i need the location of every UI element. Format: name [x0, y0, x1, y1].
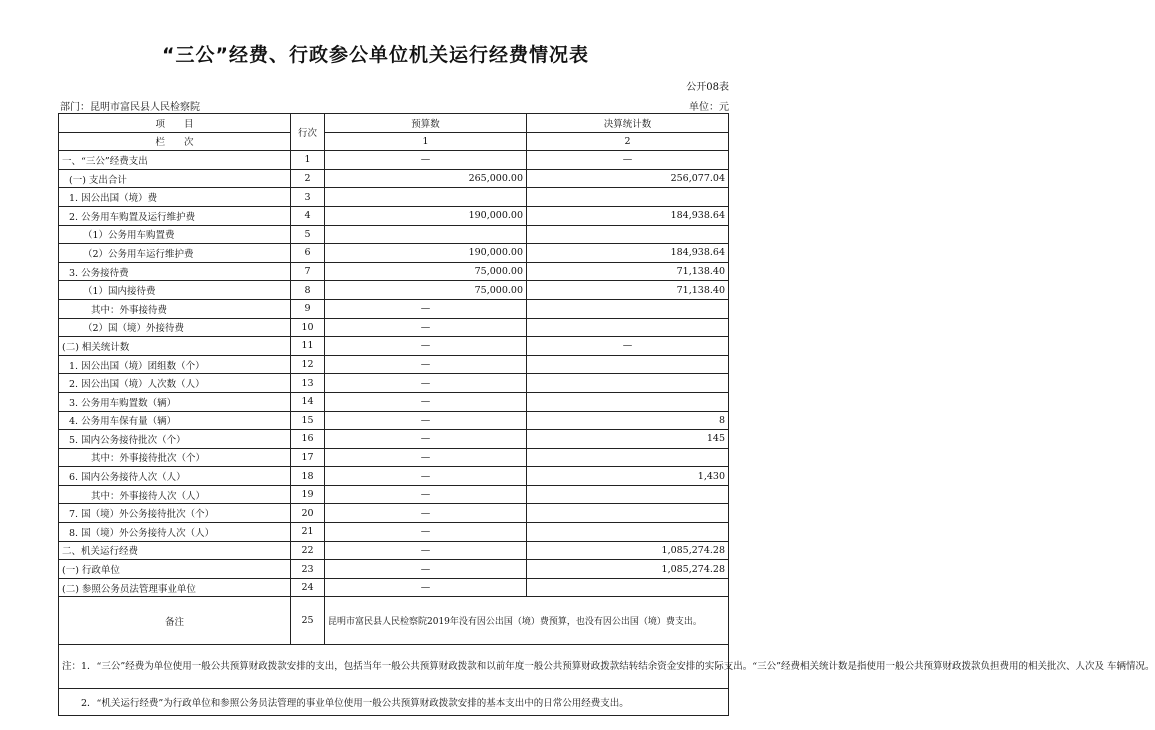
row-number: 5	[291, 225, 325, 244]
row-number: 3	[291, 188, 325, 207]
note-row-1	[59, 645, 729, 689]
actual-value	[527, 448, 729, 467]
row-label: 其中：外事接待人次（人）	[59, 485, 291, 504]
row-number: 2	[291, 169, 325, 188]
row-label: （2）国（境）外接待费	[59, 318, 291, 337]
row-number: 23	[291, 560, 325, 579]
table-row	[59, 430, 729, 449]
row-label: (一) 支出合计	[59, 169, 291, 188]
page-title: “三公”经费、行政参公单位机关运行经费情况表	[162, 44, 589, 66]
budget-value: —	[325, 578, 527, 597]
row-number: 20	[291, 504, 325, 523]
actual-value	[527, 188, 729, 207]
actual-value: 256,077.04	[527, 169, 729, 188]
actual-value: 184,938.64	[527, 206, 729, 225]
unit-label: 单位：元	[689, 102, 729, 113]
budget-value: —	[325, 318, 527, 337]
row-label: 其中：外事接待费	[59, 299, 291, 318]
actual-value: 1,085,274.28	[527, 560, 729, 579]
header-actual: 决算统计数	[527, 114, 729, 133]
actual-value	[527, 578, 729, 597]
row-number: 17	[291, 448, 325, 467]
budget-value: —	[325, 151, 527, 170]
budget-value: —	[325, 299, 527, 318]
actual-value: —	[527, 151, 729, 170]
actual-value	[527, 374, 729, 393]
row-label: (一) 行政单位	[59, 560, 291, 579]
actual-value: 71,138.40	[527, 262, 729, 281]
row-label: 7. 国（境）外公务接待批次（个）	[59, 504, 291, 523]
remark-number: 25	[291, 597, 325, 645]
department-label: 部门：昆明市富民县人民检察院	[60, 102, 200, 113]
budget-value: 75,000.00	[325, 262, 527, 281]
header-row	[59, 114, 729, 133]
budget-value: —	[325, 541, 527, 560]
remark-row	[59, 597, 729, 645]
table-row	[59, 448, 729, 467]
table-row	[59, 206, 729, 225]
actual-value	[527, 485, 729, 504]
table-row	[59, 225, 729, 244]
note-1: 注：1．“三公”经费为单位使用一般公共预算财政拨款安排的支出，包括当年一般公共预算财政拨款和以前年度一般公共预算财政拨款结转结余资金安排的实际支出。“三公”经费相关统计数是指使用一般公共预算财政拨款负担费用的相关批次、人次及 车辆情况。	[59, 645, 729, 689]
row-number: 22	[291, 541, 325, 560]
row-label: 2. 因公出国（境）人次数（人）	[59, 374, 291, 393]
header-budget: 预算数	[325, 114, 527, 133]
row-label: 5. 国内公务接待批次（个）	[59, 430, 291, 449]
row-label: 2. 公务用车购置及运行维护费	[59, 206, 291, 225]
budget-value: —	[325, 485, 527, 504]
actual-value	[527, 523, 729, 542]
row-number: 15	[291, 411, 325, 430]
budget-value: —	[325, 448, 527, 467]
row-number: 14	[291, 392, 325, 411]
table-row	[59, 169, 729, 188]
table-row	[59, 355, 729, 374]
actual-value: 1,085,274.28	[527, 541, 729, 560]
budget-value: —	[325, 355, 527, 374]
row-label: 1. 因公出国（境）费	[59, 188, 291, 207]
budget-value: —	[325, 374, 527, 393]
row-label: 1. 因公出国（境）团组数（个）	[59, 355, 291, 374]
budget-value: 265,000.00	[325, 169, 527, 188]
budget-value: —	[325, 430, 527, 449]
row-label: 其中：外事接待批次（个）	[59, 448, 291, 467]
actual-value: 184,938.64	[527, 244, 729, 263]
row-number: 12	[291, 355, 325, 374]
expense-table	[58, 113, 1155, 716]
table-row	[59, 374, 729, 393]
budget-value: 190,000.00	[325, 244, 527, 263]
table-row	[59, 318, 729, 337]
budget-value: 190,000.00	[325, 206, 527, 225]
table-row	[59, 541, 729, 560]
table-row	[59, 281, 729, 300]
actual-value: 8	[527, 411, 729, 430]
actual-value	[527, 392, 729, 411]
row-number: 7	[291, 262, 325, 281]
budget-value: 75,000.00	[325, 281, 527, 300]
row-number: 13	[291, 374, 325, 393]
row-number: 21	[291, 523, 325, 542]
row-number: 9	[291, 299, 325, 318]
remark-text: 昆明市富民县人民检察院2019年没有因公出国（境）费预算，也没有因公出国（境）费支出。	[325, 597, 729, 645]
table-row	[59, 188, 729, 207]
row-label: 一、“三公”经费支出	[59, 151, 291, 170]
table-row	[59, 485, 729, 504]
budget-value: —	[325, 392, 527, 411]
row-label: 3. 公务接待费	[59, 262, 291, 281]
table-row	[59, 467, 729, 486]
column-index-1: 1	[325, 132, 527, 151]
row-number: 8	[291, 281, 325, 300]
actual-value	[527, 299, 729, 318]
row-number: 11	[291, 337, 325, 356]
row-number: 4	[291, 206, 325, 225]
budget-value	[325, 188, 527, 207]
actual-value: 1,430	[527, 467, 729, 486]
actual-value	[527, 355, 729, 374]
table-row	[59, 560, 729, 579]
row-number: 6	[291, 244, 325, 263]
row-label: 4. 公务用车保有量（辆）	[59, 411, 291, 430]
table-row	[59, 299, 729, 318]
table-row	[59, 151, 729, 170]
row-label: (二) 参照公务员法管理事业单位	[59, 578, 291, 597]
table-row	[59, 337, 729, 356]
budget-value: —	[325, 560, 527, 579]
actual-value	[527, 318, 729, 337]
header-item: 项 目	[59, 114, 291, 133]
note-row-2	[59, 689, 729, 716]
column-index-row	[59, 132, 729, 151]
row-label: （1）公务用车购置费	[59, 225, 291, 244]
actual-value: —	[527, 337, 729, 356]
column-index-2: 2	[527, 132, 729, 151]
table-row	[59, 523, 729, 542]
table-row	[59, 411, 729, 430]
budget-value: —	[325, 523, 527, 542]
row-number: 18	[291, 467, 325, 486]
table-row	[59, 392, 729, 411]
row-number: 16	[291, 430, 325, 449]
budget-value: —	[325, 337, 527, 356]
actual-value: 145	[527, 430, 729, 449]
row-number: 19	[291, 485, 325, 504]
row-number: 1	[291, 151, 325, 170]
row-number: 24	[291, 578, 325, 597]
table-row	[59, 504, 729, 523]
row-label: (二) 相关统计数	[59, 337, 291, 356]
row-label: 3. 公务用车购置数（辆）	[59, 392, 291, 411]
budget-value: —	[325, 411, 527, 430]
row-label: （1）国内接待费	[59, 281, 291, 300]
header-column: 栏 次	[59, 132, 291, 151]
row-number: 10	[291, 318, 325, 337]
table-row	[59, 578, 729, 597]
row-label: 二、机关运行经费	[59, 541, 291, 560]
note-2: 2．“机关运行经费”为行政单位和参照公务员法管理的事业单位使用一般公共预算财政拨款安排的基本支出中的日常公用经费支出。	[59, 689, 729, 716]
actual-value	[527, 225, 729, 244]
remark-label: 备注	[59, 597, 291, 645]
header-row-no: 行次	[291, 114, 325, 151]
actual-value: 71,138.40	[527, 281, 729, 300]
row-label: 6. 国内公务接待人次（人）	[59, 467, 291, 486]
form-number: 公开08表	[686, 82, 729, 93]
row-label: （2）公务用车运行维护费	[59, 244, 291, 263]
budget-value: —	[325, 467, 527, 486]
row-label: 8. 国（境）外公务接待人次（人）	[59, 523, 291, 542]
budget-value: —	[325, 504, 527, 523]
budget-value	[325, 225, 527, 244]
table-row	[59, 262, 729, 281]
table-row	[59, 244, 729, 263]
actual-value	[527, 504, 729, 523]
